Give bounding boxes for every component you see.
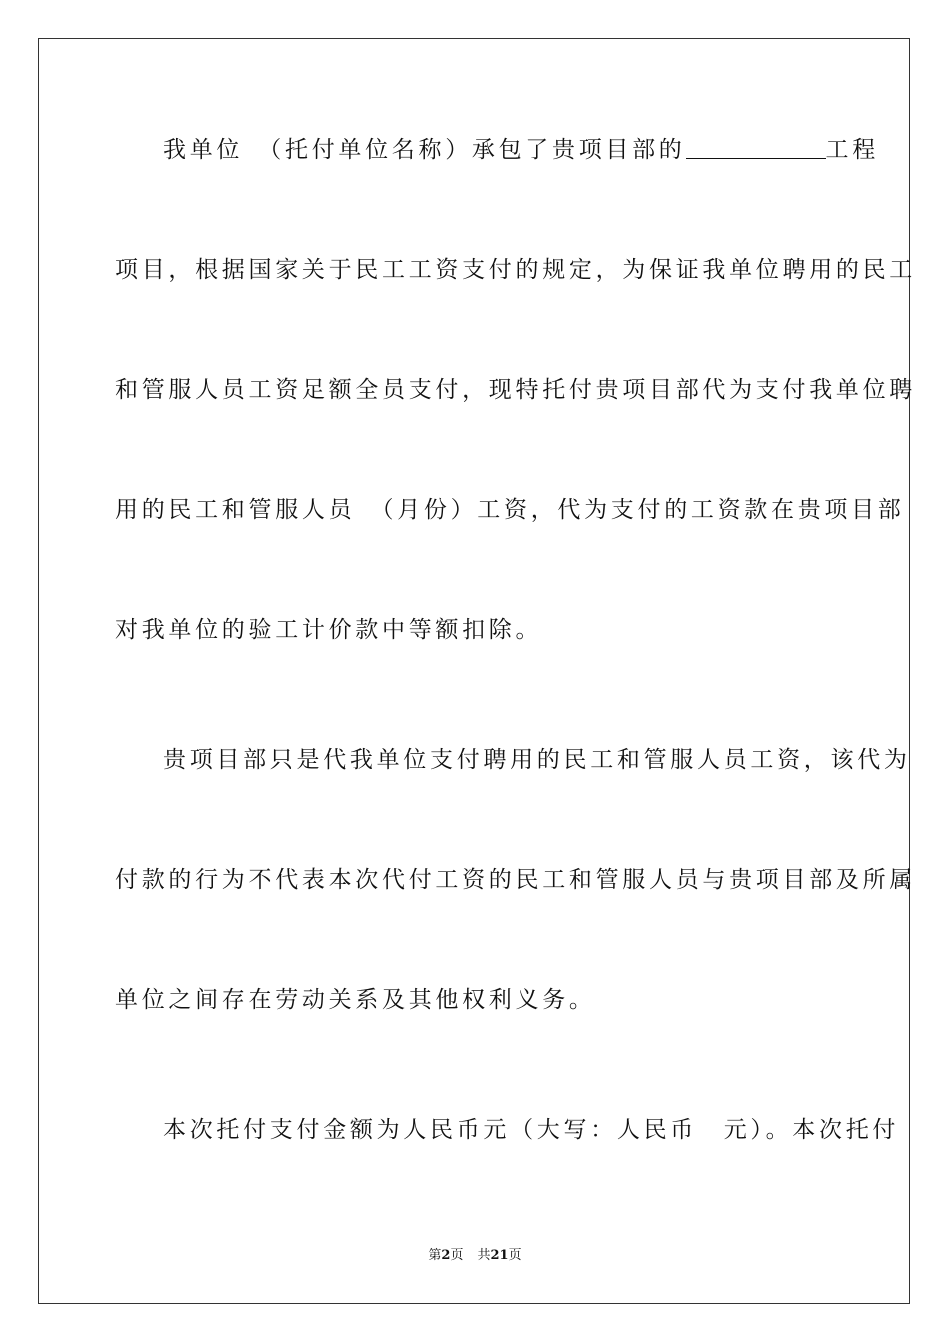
paragraph-1-text-start: 我单位 （托付单位名称）承包了贵项目部的 <box>163 137 686 163</box>
total-prefix: 共 <box>477 1248 491 1263</box>
paragraph-3-line-1: 本次托付支付金额为人民币元（大写：人民币 元）。本次托付 <box>163 1117 900 1143</box>
paragraph-1-line-1 <box>163 128 879 172</box>
paragraph-2-line-1: 贵项目部只是代我单位支付聘用的民工和管服人员工资，该代为 <box>163 747 911 773</box>
paragraph-1-line-4: 用的民工和管服人员 （月份）工资，代为支付的工资款在贵项目部 <box>115 497 905 523</box>
page-number: 2 <box>441 1248 451 1263</box>
paragraph-2-line-2: 付款的行为不代表本次代付工资的民工和管服人员与贵项目部及所属 <box>115 867 916 893</box>
page-suffix: 页 <box>450 1248 464 1263</box>
total-suffix: 页 <box>508 1248 522 1263</box>
paragraph-1-text-end: 工程 <box>825 137 879 163</box>
paragraph-1-line-5: 对我单位的验工计价款中等额扣除。 <box>115 617 543 643</box>
page-footer <box>0 1246 950 1266</box>
paragraph-1-line-3: 和管服人员工资足额全员支付，现特托付贵项目部代为支付我单位聘 <box>115 377 916 403</box>
total-pages: 21 <box>490 1248 509 1263</box>
paragraph-1-line-2: 项目，根据国家关于民工工资支付的规定，为保证我单位聘用的民工 <box>115 257 916 283</box>
paragraph-2-line-3: 单位之间存在劳动关系及其他权利义务。 <box>115 987 596 1013</box>
blank-underline <box>686 132 826 159</box>
page-prefix: 第 <box>428 1248 442 1263</box>
